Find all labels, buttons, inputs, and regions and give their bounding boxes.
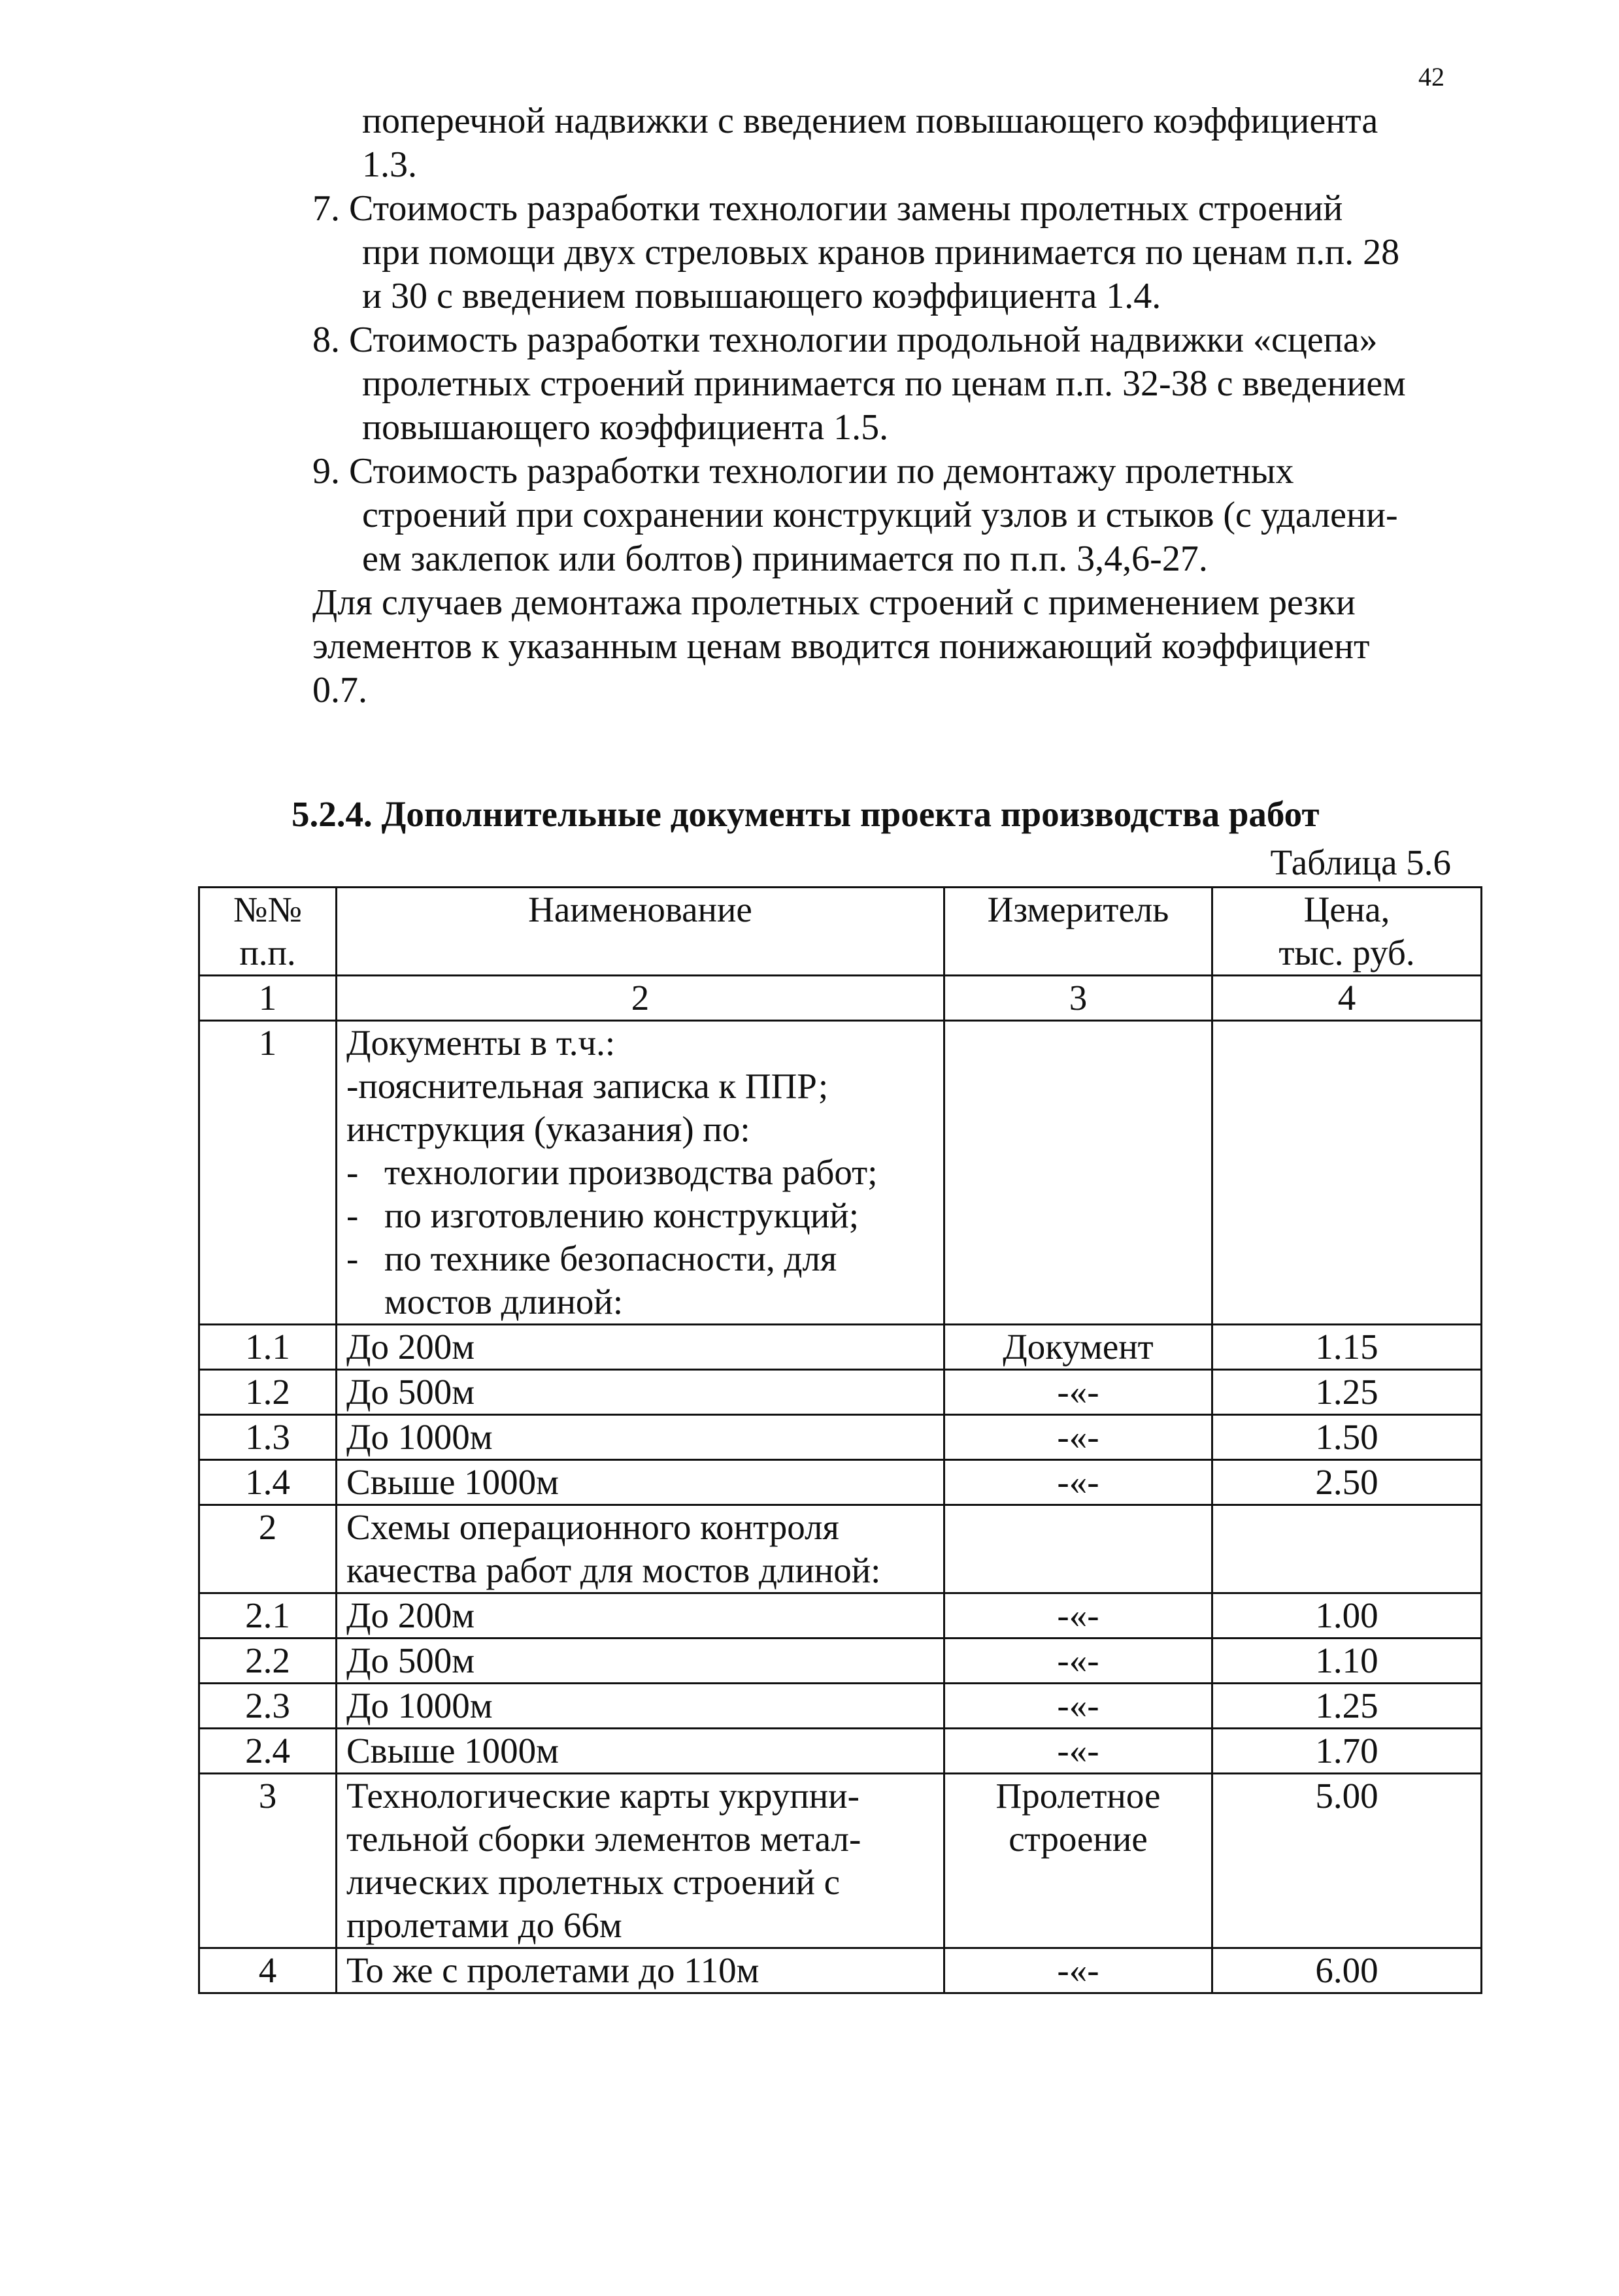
list-dash: -	[346, 1239, 359, 1278]
row-name-line: Технологические карты укрупни-	[346, 1776, 860, 1816]
row-number: 1.1	[199, 1325, 337, 1370]
column-number-2: 2	[337, 976, 944, 1021]
row-number: 2.2	[199, 1639, 337, 1684]
row-name	[337, 1505, 944, 1593]
row-name-line: мостов длиной:	[384, 1282, 624, 1322]
list-item-text: по изготовлению конструкций;	[384, 1195, 859, 1235]
body-line: 7. Стоимость разработки технологии замены пролетных строений	[312, 188, 1343, 229]
row-name-line: До 200м	[346, 1595, 475, 1635]
row-name	[337, 1325, 944, 1370]
row-price: 1.10	[1212, 1639, 1482, 1684]
row-name-line: инструкция (указания) по:	[346, 1109, 750, 1149]
price-table	[198, 886, 1482, 1994]
table-row	[199, 1774, 1482, 1948]
table-row	[199, 1639, 1482, 1684]
header-num	[199, 888, 337, 976]
row-number: 2.1	[199, 1593, 337, 1639]
row-name-line: пролетами до 66м	[346, 1905, 622, 1945]
row-name-line: Документы в т.ч.:	[346, 1023, 616, 1063]
row-name-line	[346, 1237, 934, 1280]
body-line: при помощи двух стреловых кранов принимается по ценам п.п. 28	[362, 232, 1400, 273]
section-heading: 5.2.4. Дополнительные документы проекта производства работ	[292, 794, 1320, 834]
row-number: 2	[199, 1505, 337, 1593]
row-name	[337, 1370, 944, 1415]
row-name-line: До 500м	[346, 1640, 475, 1680]
row-name	[337, 1774, 944, 1948]
row-number: 1.4	[199, 1460, 337, 1505]
row-name-line: Свыше 1000м	[346, 1731, 559, 1771]
row-number: 2.4	[199, 1729, 337, 1774]
row-unit: -«-	[944, 1684, 1212, 1729]
row-number: 4	[199, 1948, 337, 1993]
row-price: 1.15	[1212, 1325, 1482, 1370]
row-name-line: До 500м	[346, 1372, 475, 1412]
table-row	[199, 1021, 1482, 1325]
body-line: и 30 с введением повышающего коэффициента 1.4.	[362, 276, 1161, 316]
row-name	[337, 1684, 944, 1729]
header-price	[1212, 888, 1482, 976]
table-row	[199, 1948, 1482, 1993]
row-name-line: До 200м	[346, 1327, 475, 1367]
table-body	[199, 1021, 1482, 1993]
header-name: Наименование	[337, 888, 944, 976]
table-header-row	[199, 888, 1482, 976]
body-line: пролетных строений принимается по ценам п.п. 32-38 с введением	[362, 363, 1406, 404]
row-name-line: качества работ для мостов длиной:	[346, 1550, 881, 1590]
table-row	[199, 1460, 1482, 1505]
row-name	[337, 1415, 944, 1460]
row-unit: -«-	[944, 1593, 1212, 1639]
row-name-line: Свыше 1000м	[346, 1462, 559, 1502]
header-unit: Измеритель	[944, 888, 1212, 976]
row-name-line	[346, 1151, 934, 1194]
row-name-line	[346, 1194, 934, 1237]
row-number: 1.3	[199, 1415, 337, 1460]
row-name	[337, 1021, 944, 1325]
table-row	[199, 1684, 1482, 1729]
row-name-line: До 1000м	[346, 1417, 493, 1457]
body-text	[312, 99, 1463, 712]
row-unit: -«-	[944, 1639, 1212, 1684]
row-price: 1.00	[1212, 1593, 1482, 1639]
row-number: 2.3	[199, 1684, 337, 1729]
table-row	[199, 1325, 1482, 1370]
column-number-1: 1	[199, 976, 337, 1021]
row-name-line: лических пролетных строений с	[346, 1862, 841, 1902]
body-line: 0.7.	[312, 670, 367, 710]
row-price: 2.50	[1212, 1460, 1482, 1505]
row-number: 1	[199, 1021, 337, 1325]
body-line: 9. Стоимость разработки технологии по демонтажу пролетных	[312, 451, 1294, 491]
row-name	[337, 1639, 944, 1684]
row-name	[337, 1593, 944, 1639]
row-name	[337, 1729, 944, 1774]
body-line: повышающего коэффициента 1.5.	[362, 407, 889, 448]
column-number-4: 4	[1212, 976, 1482, 1021]
row-unit	[944, 1021, 1212, 1325]
row-unit: -«-	[944, 1370, 1212, 1415]
page-number: 42	[1418, 62, 1444, 92]
row-unit: -«-	[944, 1460, 1212, 1505]
column-number-row	[199, 976, 1482, 1021]
body-line: поперечной надвижки с введением повышающего коэффициента	[362, 101, 1378, 141]
row-unit: -«-	[944, 1729, 1212, 1774]
row-name-line: -пояснительная записка к ППР;	[346, 1066, 829, 1106]
header-price-line-1: Цена,	[1303, 890, 1390, 929]
row-price	[1212, 1505, 1482, 1593]
row-name-line: До 1000м	[346, 1686, 493, 1725]
table-row	[199, 1415, 1482, 1460]
header-num-line-1: №№	[233, 890, 302, 929]
row-unit-line: Пролетное	[995, 1776, 1161, 1816]
row-price: 1.70	[1212, 1729, 1482, 1774]
body-line: элементов к указанным ценам вводится понижающий коэффициент	[312, 626, 1370, 667]
row-number: 1.2	[199, 1370, 337, 1415]
row-unit	[944, 1505, 1212, 1593]
row-price: 1.50	[1212, 1415, 1482, 1460]
row-unit: -«-	[944, 1415, 1212, 1460]
body-line: Для случаев демонтажа пролетных строений с применением резки	[312, 582, 1356, 623]
table-row	[199, 1729, 1482, 1774]
row-number: 3	[199, 1774, 337, 1948]
row-price: 5.00	[1212, 1774, 1482, 1948]
row-price: 1.25	[1212, 1684, 1482, 1729]
body-line: ем заклепок или болтов) принимается по п.п. 3,4,6-27.	[362, 539, 1208, 579]
column-number-3: 3	[944, 976, 1212, 1021]
row-unit-line: строение	[1009, 1819, 1148, 1859]
table-row	[199, 1505, 1482, 1593]
body-line: 1.3.	[362, 144, 417, 185]
body-line: 8. Стоимость разработки технологии продольной надвижки «сцепа»	[312, 320, 1378, 360]
header-price-line-2: тыс. руб.	[1278, 933, 1415, 973]
row-name-line: Схемы операционного контроля	[346, 1507, 839, 1547]
row-name	[337, 1460, 944, 1505]
list-item-text: технологии производства работ;	[384, 1152, 878, 1192]
list-dash: -	[346, 1195, 359, 1235]
row-unit: Документ	[944, 1325, 1212, 1370]
row-price: 1.25	[1212, 1370, 1482, 1415]
row-name-line: То же с пролетами до 110м	[346, 1950, 759, 1990]
header-num-line-2: п.п.	[239, 933, 296, 973]
table-row	[199, 1593, 1482, 1639]
table-caption: Таблица 5.6	[1270, 842, 1451, 882]
row-name	[337, 1948, 944, 1993]
row-price: 6.00	[1212, 1948, 1482, 1993]
table-row	[199, 1370, 1482, 1415]
row-price	[1212, 1021, 1482, 1325]
row-unit	[944, 1774, 1212, 1948]
row-unit: -«-	[944, 1948, 1212, 1993]
body-line: строений при сохранении конструкций узлов и стыков (с удалени-	[362, 495, 1398, 535]
row-name-line: тельной сборки элементов метал-	[346, 1819, 861, 1859]
list-dash: -	[346, 1152, 359, 1192]
list-item-text: по технике безопасности, для	[384, 1239, 837, 1278]
